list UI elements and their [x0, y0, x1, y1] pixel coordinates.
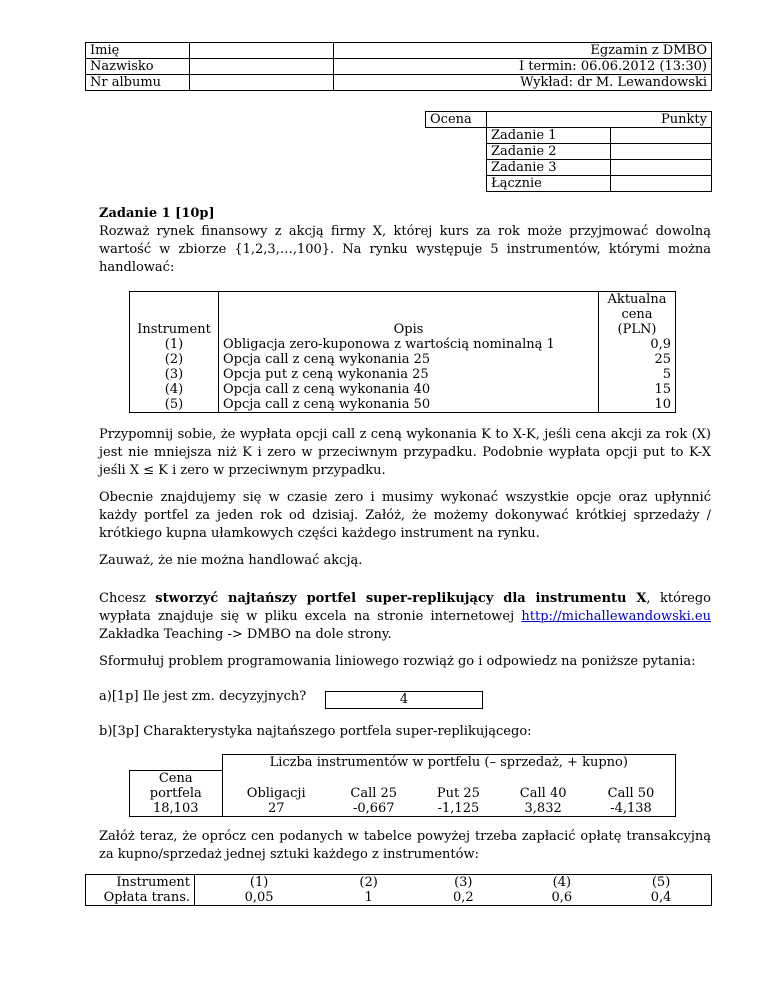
student-info-table	[85, 42, 712, 91]
grade-points-cell[interactable]	[611, 144, 712, 160]
instrument-opis: Opcja call z ceną wykonania 50	[219, 397, 599, 413]
instrument-id: (2)	[130, 352, 219, 367]
instrument-price: 0,9	[599, 337, 676, 352]
instrument-price: 25	[599, 352, 676, 367]
col-opis: Opis	[219, 292, 599, 338]
instrument-id: (4)	[130, 382, 219, 397]
col-instrument: Instrument	[130, 292, 219, 338]
fees-row2-label: Opłata trans.	[86, 890, 195, 906]
portfolio-col: Put 25	[436, 785, 480, 801]
paragraph-lp: Sformułuj problem programowania liniowego rozwiąż go i odpowiedz na poniższe pytania:	[99, 654, 696, 669]
table-row	[130, 337, 676, 352]
instrument-opis: Obligacja zero-kuponowa z wartością nominalną 1	[219, 337, 599, 352]
question-b-label: b)[3p] Charakterystyka najtańszego portfela super-replikującego:	[99, 724, 532, 739]
fee-value: 0,6	[513, 890, 612, 906]
instrument-price: 10	[599, 397, 676, 413]
col-price-line1: Aktualna	[599, 292, 676, 308]
fee-value: 0,2	[414, 890, 513, 906]
portfolio-col: Call 40	[519, 785, 567, 801]
nazwisko-field[interactable]	[190, 59, 334, 75]
question-a-label: a)[1p] Ile jest zm. decyzyjnych?	[99, 689, 307, 704]
fee-id: (2)	[323, 875, 414, 891]
fee-value: 1	[323, 890, 414, 906]
website-link[interactable]: http://michallewandowski.eu	[521, 609, 711, 624]
instrument-opis: Opcja put z ceną wykonania 25	[219, 367, 599, 382]
paragraph-time: Obecnie znajdujemy się w czasie zero i musimy wykonać wszystkie opcje oraz upłynnić każdy portfel za jeden rok od dzisiaj. Załóż, że możemy dokonywać krótkiej sprzedaży / krótkiego kupna ułamkowych części każdego instrument na rynku.	[99, 490, 711, 541]
fees-row1-label: Instrument	[86, 875, 195, 891]
portfolio-price-value: 18,103	[130, 801, 223, 817]
task-intro: Rozważ rynek finansowy z akcją firmy X, której kurs za rok może przyjmować dowolną wartość w zbiorze {1,2,3,…,100}. Na rynku występuje 5 instrumentów, którymi można handlować:	[99, 224, 711, 275]
nr-albumu-field[interactable]	[190, 75, 334, 91]
task-title: Zadanie 1 [10p]	[99, 206, 215, 221]
table-row	[130, 382, 676, 397]
paragraph-fee: Załóż teraz, że oprócz cen podanych w tabelce powyżej trzeba zapłacić opłatę transakcyjną za kupno/sprzedaż jednej sztuki każdego z instrumentów:	[99, 829, 711, 862]
goal-bold-text: stworzyć najtańszy portfel super-replikujący dla instrumentu X	[155, 591, 647, 606]
table-row	[130, 397, 676, 413]
fees-table	[85, 874, 712, 906]
fee-id: (1)	[195, 875, 324, 891]
paragraph-stock: Zauważ, że nie można handlować akcją.	[99, 553, 363, 568]
grade-row-label: Zadanie 1	[487, 128, 611, 144]
instrument-opis: Opcja call z ceną wykonania 25	[219, 352, 599, 367]
grade-row-label: Zadanie 3	[487, 160, 611, 176]
grade-points-cell[interactable]	[611, 160, 712, 176]
grade-points-cell[interactable]	[611, 128, 712, 144]
portfolio-table	[129, 754, 676, 817]
portfolio-col: Call 25	[350, 785, 398, 801]
col-price-line2: cena (PLN)	[599, 307, 676, 337]
portfolio-value: 3,832	[499, 801, 587, 817]
portfolio-group-header: Liczba instrumentów w portfelu (– sprzedaż, + kupno)	[222, 755, 676, 771]
exam-lecturer: Wykład: dr M. Lewandowski	[334, 75, 712, 91]
instrument-price: 5	[599, 367, 676, 382]
portfolio-col: Obligacji	[222, 770, 330, 801]
grade-table	[425, 111, 712, 192]
label-nazwisko: Nazwisko	[86, 59, 190, 75]
table-row	[130, 367, 676, 382]
fee-value: 0,4	[611, 890, 711, 906]
grade-points-cell[interactable]	[611, 176, 712, 192]
portfolio-price-header: Cena portfela	[130, 770, 223, 801]
grade-row-label: Łącznie	[487, 176, 611, 192]
portfolio-value: 27	[222, 801, 330, 817]
fee-id: (3)	[414, 875, 513, 891]
answer-a-box[interactable]: 4	[325, 691, 483, 709]
portfolio-value: -0,667	[330, 801, 418, 817]
instrument-price: 15	[599, 382, 676, 397]
instrument-id: (3)	[130, 367, 219, 382]
exam-title: Egzamin z DMBO	[334, 43, 712, 59]
grade-row-label: Zadanie 2	[487, 144, 611, 160]
paragraph-goal: Chcesz stworzyć najtańszy portfel super-replikujący dla instrumentu X, którego wypłata znajduje się w pliku excela na stronie internetowej http://michallewandowski.eu Zakładka Teaching -> DMBO na dole strony.	[99, 591, 711, 642]
instrument-id: (1)	[130, 337, 219, 352]
label-imie: Imię	[86, 43, 190, 59]
instruments-table	[129, 291, 676, 413]
table-row	[130, 352, 676, 367]
paragraph-payoff: Przypomnij sobie, że wypłata opcji call z ceną wykonania K to X-K, jeśli cena akcji za rok (X) jest nie mniejsza niż K i zero w przeciwnym przypadku. Podobnie wypłata opcji put to K-X jeśli X ≤ K i zero w przeciwnym przypadku.	[99, 427, 711, 478]
exam-date: I termin: 06.06.2012 (13:30)	[334, 59, 712, 75]
portfolio-value: -4,138	[587, 801, 676, 817]
portfolio-value: -1,125	[418, 801, 500, 817]
fee-value: 0,05	[195, 890, 324, 906]
instrument-id: (5)	[130, 397, 219, 413]
fee-id: (4)	[513, 875, 612, 891]
label-nr-albumu: Nr albumu	[86, 75, 190, 91]
punkty-label: Punkty	[487, 112, 712, 128]
imie-field[interactable]	[190, 43, 334, 59]
portfolio-col: Call 50	[587, 770, 676, 801]
instrument-opis: Opcja call z ceną wykonania 40	[219, 382, 599, 397]
fee-id: (5)	[611, 875, 711, 891]
ocena-label: Ocena	[426, 112, 487, 128]
